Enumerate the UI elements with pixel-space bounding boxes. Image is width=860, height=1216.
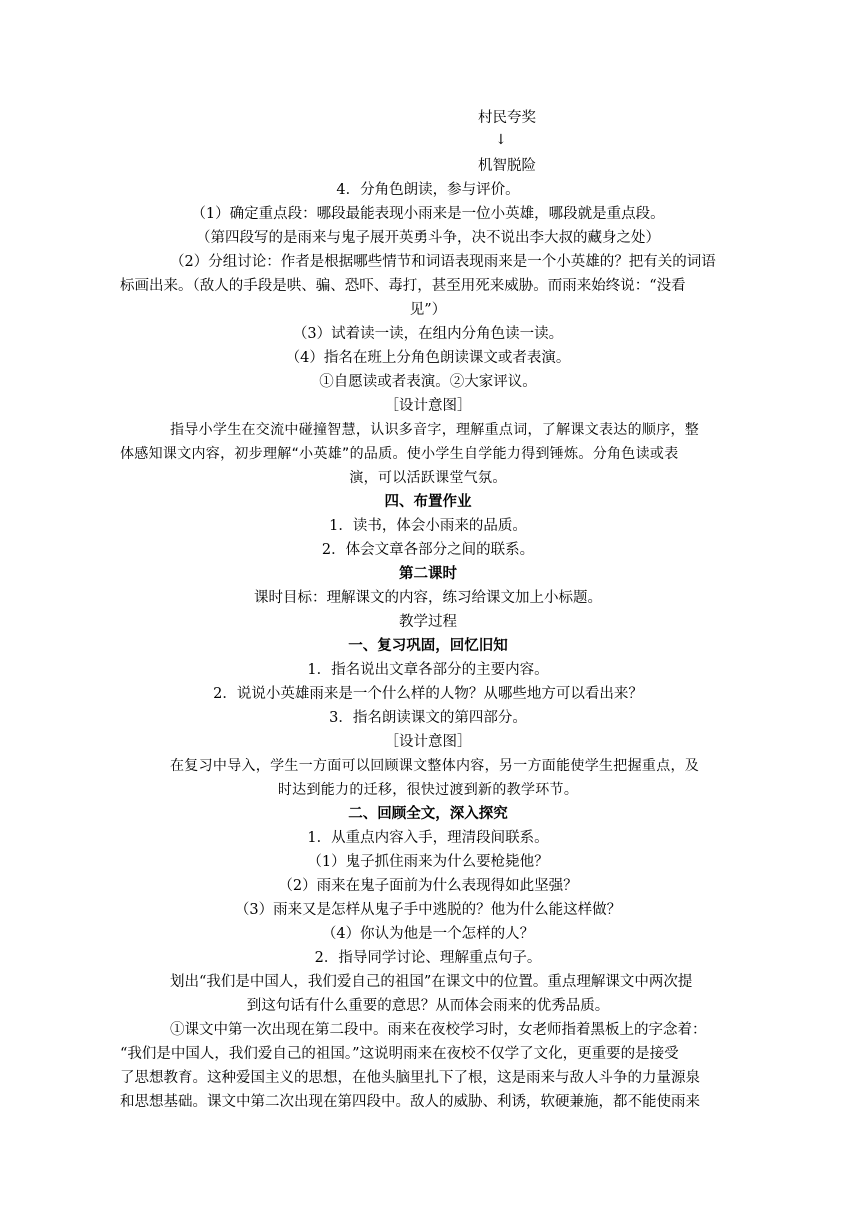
review-item-2: 2．说说小英雄雨来是一个什么样的人物？从哪些地方可以看出来？: [213, 686, 643, 702]
review-item-1: 1．指名说出文章各部分的主要内容。: [307, 662, 549, 678]
design-intent-1-line-1: 指导小学生在交流中碰撞智慧，认识多音字，理解重点词，了解课文表达的顺序，整: [170, 422, 700, 438]
flow-node-clever-escape: 机智脱险: [478, 158, 536, 174]
section-heading-homework: 四、布置作业: [384, 493, 472, 510]
section-heading-role-reading: 4．分角色朗读，参与评价。: [336, 182, 520, 198]
step-1-key-paragraph: （1）确定重点段：哪段最能表现小雨来是一位小英雄，哪段就是重点段。: [191, 206, 665, 222]
section-heading-explore: 二、回顾全文，深入探究: [348, 805, 508, 822]
step-3: （3）试着读一读，在组内分角色读一读。: [292, 326, 564, 342]
explore-paragraph-2-line-1: ①课文中第一次出现在第二段中。雨来在夜校学习时，女老师指着黑板上的字念着：: [170, 1022, 707, 1038]
explore-paragraph-2-line-3: 了思想教育。这种爱国主义的思想，在他头脑里扎下了根，这是雨来与敌人斗争的力量源泉: [120, 1070, 700, 1086]
explore-question-2: （2）雨来在鬼子面前为什么表现得如此坚强？: [278, 878, 578, 894]
flow-node-villagers-praise: 村民夸奖: [478, 110, 536, 126]
design-intent-2-line-2: 时达到能力的迁移，很快过渡到新的教学环节。: [277, 782, 579, 798]
explore-paragraph-2-line-2: “我们是中国人，我们爱自己的祖国。”这说明雨来在夜校不仅学了文化，更重要的是接受: [120, 1046, 679, 1062]
step-1-note: （第四段写的是雨来与鬼子展开英勇斗争，决不说出李大叔的藏身之处）: [196, 230, 660, 246]
down-arrow-icon: ↓: [495, 132, 507, 148]
step-4-sub: ①自愿读或者表演。②大家评议。: [319, 374, 537, 390]
homework-item-2: 2．体会文章各部分之间的联系。: [321, 542, 535, 558]
explore-paragraph-1-line-2: 到这句话有什么重要的意思？从而体会雨来的优秀品质。: [246, 998, 610, 1014]
review-item-3: 3．指名朗读课文的第四部分。: [329, 710, 527, 726]
step-4: （4）指名在班上分角色朗读课文或者表演。: [285, 350, 571, 366]
design-intent-1-line-2: 体感知课文内容，初步理解“小英雄”的品质。使小学生自学能力得到锤炼。分角色读或表: [120, 446, 679, 462]
teaching-process-label: 教学过程: [399, 614, 457, 630]
step-2-line-2: 标画出来。（敌人的手段是哄、骗、恐吓、毒打，甚至用死来威胁。而雨来始终说：“没看: [120, 278, 686, 294]
explore-question-1: （1）鬼子抓住雨来为什么要枪毙他？: [307, 854, 549, 870]
lesson-2-goal: 课时目标：理解课文的内容，练习给课文加上小标题。: [254, 590, 602, 606]
homework-item-1: 1．读书，体会小雨来的品质。: [329, 518, 527, 534]
design-intent-label-2: ［设计意图］: [384, 734, 472, 750]
explore-paragraph-2-line-4: 和思想基础。课文中第二次出现在第四段中。敌人的威胁、利诱，软硬兼施，都不能使雨来: [120, 1094, 700, 1110]
explore-item-1: 1．从重点内容入手，理清段间联系。: [307, 830, 549, 846]
step-2-line-3: 见”）: [409, 302, 447, 318]
step-2-line-1: （2）分组讨论：作者是根据哪些情节和词语表现雨来是一个小英雄的？把有关的词语: [170, 254, 716, 270]
design-intent-label-1: ［设计意图］: [384, 398, 472, 414]
explore-question-3: （3）雨来又是怎样从鬼子手中逃脱的？他为什么能这样做？: [234, 902, 622, 918]
design-intent-1-line-3: 演，可以活跃课堂气氛。: [349, 470, 507, 486]
explore-question-4: （4）你认为他是一个怎样的人？: [321, 926, 535, 942]
design-intent-2-line-1: 在复习中导入，学生一方面可以回顾课文整体内容，另一方面能使学生把握重点，及: [170, 758, 700, 774]
explore-paragraph-1-line-1: 划出“我们是中国人，我们爱自己的祖国”在课文中的位置。重点理解课文中两次提: [170, 974, 693, 990]
lesson-2-heading: 第二课时: [399, 565, 457, 582]
section-heading-review: 一、复习巩固，回忆旧知: [348, 637, 508, 654]
explore-item-2: 2．指导同学讨论、理解重点句子。: [314, 950, 542, 966]
